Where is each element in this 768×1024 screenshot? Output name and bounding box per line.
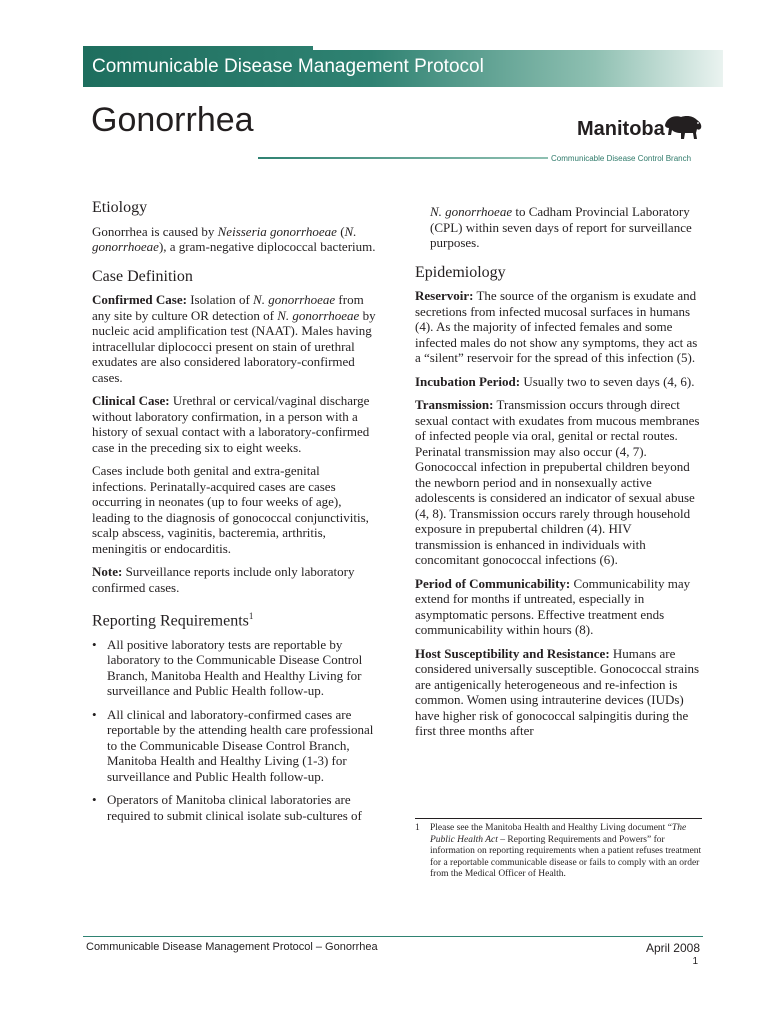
incubation-label: Incubation Period: [415, 373, 521, 389]
banner-title: Communicable Disease Management Protocol [92, 56, 484, 77]
reporting-heading [92, 609, 376, 629]
list-item: • All positive laboratory tests are reportable by laboratory to the Communicable Disease Control Branch, Manitoba Health and Healthy Living for surveillance and Public Health follow-up. [92, 637, 376, 699]
note-text: Surveillance reports include only laboratory confirmed cases. [92, 564, 355, 595]
reporting-continuation [415, 204, 700, 251]
host-susceptibility-paragraph [415, 646, 700, 739]
reservoir-label: Reservoir: [415, 288, 474, 303]
reservoir-paragraph [415, 288, 700, 366]
footer-date: April 2008 [645, 941, 700, 955]
reservoir-text: The source of the organism is exudate and secretions from infected mucosal surfaces in humans (4). As the majority of infected females and some infected males do not show any symptoms, they act as a “silent” reservoir for the spread of this infection (5). [415, 288, 698, 365]
organism-name: N. gonorrhoeae [253, 292, 336, 307]
cases-paragraph: Cases include both genital and extra-genital infections. Perinatally-acquired cases are cases occurring in neonates (up to four weeks of age), leading to the diagnosis of gonococcal conjunctivitis, scalp abscess, vaginitis, bacteremia, arthritis, meningitis or endocarditis. [92, 463, 369, 556]
confirmed-case-label: Confirmed Case: [92, 292, 187, 307]
left-column [92, 200, 376, 831]
incubation-text: Usually two to seven days (4, 6). [520, 373, 695, 389]
act-title: The Public Health Act [430, 823, 687, 845]
confirmed-case-text: Isolation of [186, 292, 254, 307]
organism-name: N. gonorrhoeae [277, 307, 360, 323]
clinical-case-paragraph [92, 393, 376, 455]
page-number: 1 [692, 956, 698, 967]
epidemiology-heading: Epidemiology [415, 263, 506, 281]
confirmed-case-text: by nucleic acid amplification test (NAAT). Males having intracellular diplococci present on stain of urethral exudates are also considered laboratory-confirmed cases. [92, 307, 376, 385]
organism-name: Neisseria gonorrhoeae [217, 223, 337, 239]
clinical-case-text: Urethral or cervical/vaginal discharge without laboratory confirmation, in a person with a history of sexual contact with a laboratory-confirmed case in the preceding six to eight weeks. [92, 393, 370, 455]
organism-name: N. gonorrhoeae [430, 204, 513, 219]
clinical-case-label: Clinical Case: [92, 393, 170, 408]
host-susceptibility-text: Humans are considered universally susceptible. Gonococcal strains are antigenically heterogeneous and re-infection is common. Women using intrauterine devices (IUDs) have higher risk of gonococcal salpingitis during the first three months after [415, 645, 700, 738]
organism-name: N. gonorrhoeae [92, 223, 357, 254]
footnote-body [430, 823, 702, 881]
banner-notch [313, 46, 723, 50]
communicability-paragraph [415, 576, 700, 638]
manitoba-logo-text: Manitoba [577, 118, 665, 140]
communicability-text: Communicability may extend for months if untreated, especially in asymptomatic persons. Effective treatment ends communicability within hours (8). [415, 575, 691, 637]
reporting-continuation-text: to Cadham Provincial Laboratory (CPL) within seven days of report for surveillance purposes. [430, 204, 692, 250]
footnote-text: Please see the Manitoba Health and Healthy Living document “ [430, 823, 672, 833]
confirmed-case-paragraph [92, 292, 376, 385]
communicability-label: Period of Communicability: [415, 575, 571, 591]
header-rule [258, 157, 548, 159]
footnote-reference: 1 [248, 611, 254, 621]
confirmed-case-text: from any site by culture OR detection of [92, 292, 364, 323]
list-item: • Operators of Manitoba clinical laboratories are required to submit clinical isolate sub-cultures of [92, 792, 376, 823]
list-item: • All clinical and laboratory-confirmed cases are reportable by the attending health care professional to the Communicable Disease Control Branch, Manitoba Health and Healthy Living (1-3) for surveillance and Public Health follow-up. [92, 707, 376, 785]
footnote-text: – Reporting Requirements and Powers” for information on reporting requirements when a patient refuses treatment for a reportable communicable disease or fails to comply with an order from the Medical Officer of Health. [430, 834, 702, 879]
note-paragraph [92, 564, 376, 595]
reporting-heading-text: Reporting Requirements [92, 612, 249, 630]
reporting-list [92, 637, 376, 824]
case-definition-heading: Case Definition [92, 267, 193, 285]
document-title: Gonorrhea [91, 101, 254, 139]
footer-title: Communicable Disease Management Protocol – Gonorrhea [86, 941, 378, 953]
etiology-heading: Etiology [92, 199, 148, 216]
branch-name: Communicable Disease Control Branch [551, 154, 692, 163]
bison-icon [663, 113, 703, 141]
right-column [415, 204, 700, 747]
footnote [415, 823, 702, 881]
incubation-paragraph [415, 374, 700, 390]
host-susceptibility-label: Host Susceptibility and Resistance: [415, 645, 610, 661]
etiology-text: ( [336, 223, 345, 239]
footnote-rule [415, 818, 702, 819]
transmission-paragraph [415, 397, 700, 568]
etiology-text: Gonorrhea is caused by [92, 223, 218, 239]
transmission-label: Transmission: [415, 397, 494, 412]
transmission-text: Transmission occurs through direct sexual contact with exudates from mucous membranes of infected people via oral, genital or rectal routes. Perinatal transmission may also occur (4, 7). Gonococcal infection in prepubertal children beyond the newborn period and in nonsexually active adolescents is considered an indicator of sexual abuse (4, 8). Transmission occurs rarely through household exposure in prepubertal children (4). HIV transmission is enhanced in individuals with concomitant gonococcal infections (6). [415, 397, 700, 567]
footer-rule [83, 936, 703, 937]
header-banner [83, 46, 723, 87]
note-label: Note: [92, 564, 123, 579]
etiology-text: ), a gram-negative diplococcal bacterium. [158, 239, 376, 254]
footnote-number: 1 [415, 823, 420, 833]
etiology-paragraph [92, 224, 376, 255]
